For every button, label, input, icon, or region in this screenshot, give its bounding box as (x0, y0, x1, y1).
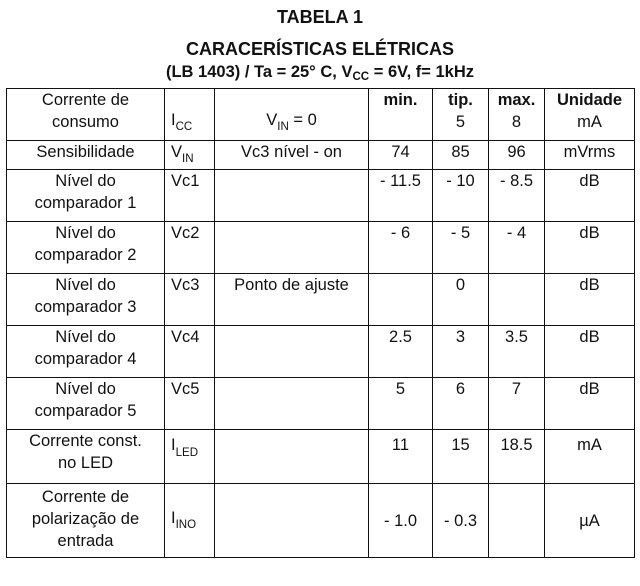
row-param (7, 141, 165, 170)
row-symbol (165, 326, 215, 378)
header-max-label: max. (497, 91, 536, 109)
row-max: 7 (489, 378, 545, 430)
row-condition (215, 170, 369, 222)
table-subtitle: CARACERÍSTICAS ELÉTRICAS (185, 39, 454, 59)
row-symbol-base: Vc1 (171, 172, 200, 191)
row-max: - 8.5 (489, 170, 545, 222)
row-param (7, 170, 165, 222)
row-condition: Vc3 nível - on (215, 141, 369, 170)
row-symbol (165, 141, 215, 170)
row-param (7, 326, 165, 378)
row-unit: dB (545, 170, 635, 222)
header-unit-label: Unidade (556, 91, 623, 109)
row-param-line2: comparador 1 (34, 194, 137, 213)
row-param-line2: comparador 2 (34, 246, 137, 265)
row-min: 74 (369, 141, 433, 170)
row-condition (215, 222, 369, 274)
row-symbol-sub: LED (175, 446, 199, 459)
row-param (7, 378, 165, 430)
header-cond-sub: IN (277, 121, 289, 133)
header-typ-label: tip. (448, 91, 473, 109)
row-max (489, 484, 545, 558)
table-row (7, 430, 635, 484)
conditions-prefix: (LB 1403) / Ta = 25° C, V (165, 63, 353, 81)
row-param-line1: Nível do (55, 328, 116, 347)
row-param-line2: polarização de (31, 510, 140, 529)
row-param-line1: Corrente const. (29, 432, 142, 451)
row-typ: 85 (433, 141, 489, 170)
row-typ: 3 (433, 326, 489, 378)
header-unit-value: mA (577, 113, 602, 131)
row-param (7, 274, 165, 326)
characteristics-table (6, 88, 635, 558)
row-min: 11 (369, 430, 433, 484)
row-symbol-base: Vc3 (171, 276, 200, 295)
row-symbol-base: I (171, 436, 176, 455)
row-condition (215, 430, 369, 484)
header-cond-base: V (266, 110, 278, 129)
table-row (7, 484, 635, 558)
header-typ-value: 5 (455, 113, 466, 131)
header-symbol-base: I (171, 110, 176, 129)
table-title: TABELA 1 (276, 7, 363, 27)
row-max: - 4 (489, 222, 545, 274)
row-param (7, 222, 165, 274)
row-unit: dB (545, 378, 635, 430)
row-param-line2: no LED (57, 454, 114, 473)
conditions-vcc-sub: CC (352, 71, 370, 83)
header-param (7, 89, 165, 141)
row-symbol-base: Vc5 (171, 380, 200, 399)
table-row (7, 378, 635, 430)
table-conditions (0, 62, 640, 84)
header-max (489, 89, 545, 141)
row-symbol-base: V (171, 143, 183, 161)
header-unit (545, 89, 635, 141)
row-symbol (165, 430, 215, 484)
row-symbol-sub: INO (175, 518, 197, 531)
header-symbol (165, 89, 215, 141)
row-symbol (165, 222, 215, 274)
row-symbol (165, 170, 215, 222)
row-min (369, 274, 433, 326)
row-typ: 6 (433, 378, 489, 430)
row-min: 2.5 (369, 326, 433, 378)
row-symbol-base: I (171, 508, 176, 527)
row-condition: Ponto de ajuste (215, 274, 369, 326)
row-param-line2: comparador 5 (34, 402, 137, 421)
row-unit: mA (545, 430, 635, 484)
row-param-line1: Nível do (55, 224, 116, 243)
row-min: - 1.0 (369, 484, 433, 558)
row-symbol (165, 378, 215, 430)
table-row (7, 222, 635, 274)
header-min (369, 89, 433, 141)
row-unit: mVrms (545, 141, 635, 170)
header-row (7, 89, 635, 141)
row-symbol-base: Vc4 (171, 328, 200, 347)
header-param-line1: Corrente de (41, 91, 130, 109)
header-symbol-sub: CC (175, 121, 193, 133)
row-param (7, 484, 165, 558)
row-symbol (165, 274, 215, 326)
row-param-line2: comparador 3 (34, 298, 137, 317)
header-max-value: 8 (511, 113, 522, 131)
row-max: 3.5 (489, 326, 545, 378)
conditions-suffix: = 6V, f= 1kHz (369, 63, 475, 81)
header-typ (433, 89, 489, 141)
row-param-line1: Nível do (55, 276, 116, 295)
table-row (7, 141, 635, 170)
row-symbol-base: Vc2 (171, 224, 200, 243)
row-typ: - 5 (433, 222, 489, 274)
row-typ: - 0.3 (433, 484, 489, 558)
row-condition (215, 484, 369, 558)
row-condition (215, 378, 369, 430)
row-min: - 11.5 (369, 170, 433, 222)
row-max: 96 (489, 141, 545, 170)
row-symbol (165, 484, 215, 558)
row-param-line1: Nível do (55, 380, 116, 399)
row-max (489, 274, 545, 326)
row-param (7, 430, 165, 484)
row-unit: dB (545, 222, 635, 274)
row-param-line1: Corrente de (41, 488, 130, 507)
row-param-line1: Nível do (55, 172, 116, 191)
row-typ: - 10 (433, 170, 489, 222)
header-condition (215, 89, 369, 141)
row-min: 5 (369, 378, 433, 430)
row-param-line1: Sensibilidade (36, 143, 135, 161)
row-unit: µA (545, 484, 635, 558)
row-min: - 6 (369, 222, 433, 274)
row-typ: 15 (433, 430, 489, 484)
row-typ: 0 (433, 274, 489, 326)
row-max: 18.5 (489, 430, 545, 484)
row-unit: dB (545, 274, 635, 326)
row-condition (215, 326, 369, 378)
table-row (7, 274, 635, 326)
row-symbol-sub: IN (182, 153, 194, 166)
row-param-line2: comparador 4 (34, 350, 137, 369)
table-row (7, 326, 635, 378)
row-unit: dB (545, 326, 635, 378)
row-param-line3: entrada (57, 532, 114, 551)
header-cond-rest: = 0 (288, 110, 317, 129)
header-min-label: min. (383, 91, 418, 109)
header-param-line2: consumo (52, 113, 119, 131)
table-row (7, 170, 635, 222)
